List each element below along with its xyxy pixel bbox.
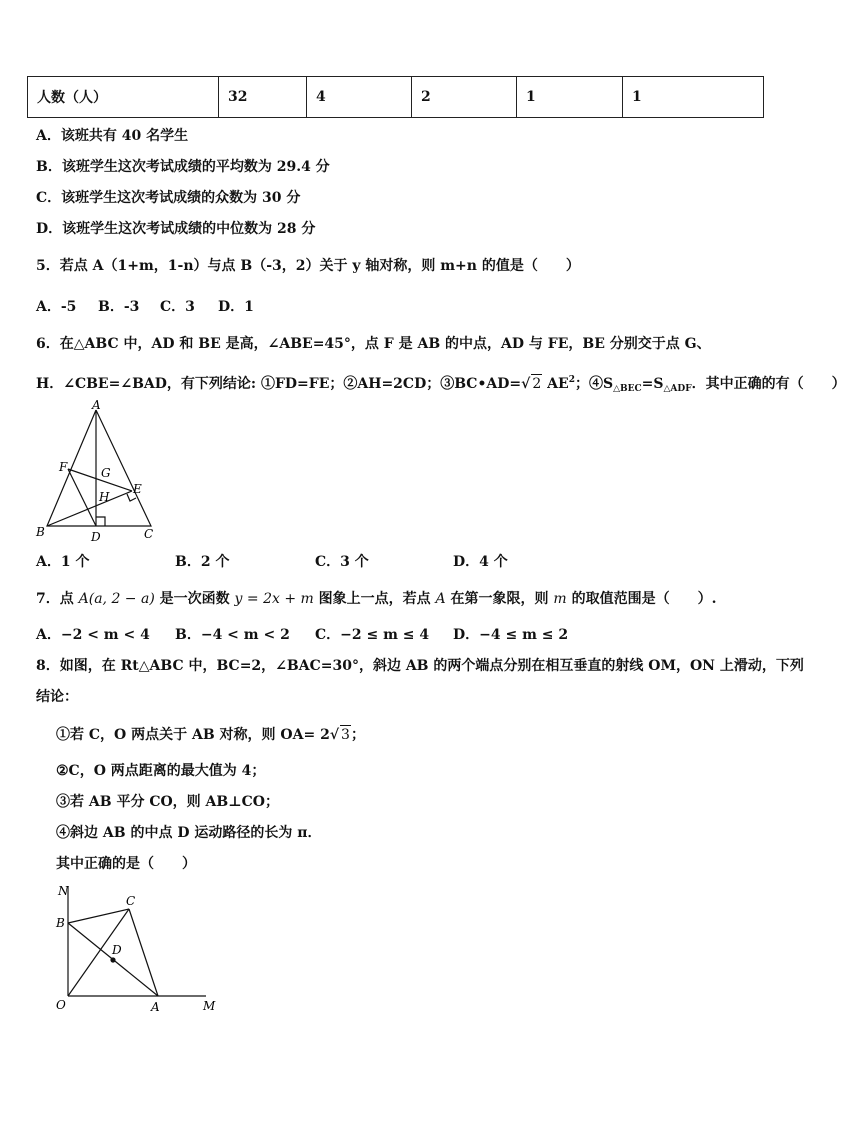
table-cell: 1 [517, 77, 623, 118]
q6-text-d: =S [641, 376, 664, 392]
q4-option-b: B．该班学生这次考试成绩的平均数为 29.4 分 [36, 159, 330, 175]
q7-text-3: 图象上一点，若点 [313, 591, 436, 607]
q5-stem: 5．若点 A（1+m，1-n）与点 B（-3，2）关于 y 轴对称，则 m+n 的值是（ ） [36, 258, 580, 274]
q6-line1: 6．在△ABC 中，AD 和 BE 是高，∠ABE=45°，点 F 是 AB 的中点，AD 与 FE，BE 分别交于点 G、 [36, 336, 711, 352]
q7-options [36, 626, 568, 644]
q5-option-a: A．-5 [36, 299, 77, 315]
label-c: C [144, 527, 154, 541]
label-a: A [151, 1000, 160, 1014]
q7-text-4: 在第一象限，则 [445, 591, 554, 607]
table-cell: 2 [412, 77, 517, 118]
q8-c1-sqrt-value: 3 [341, 727, 350, 743]
table-cell: 4 [307, 77, 412, 118]
q7-option-a: A．−2 < m < 4 [36, 627, 150, 643]
q4-option-a: A．该班共有 40 名学生 [36, 128, 189, 144]
q7-point: A(a, 2 − a) [78, 591, 155, 607]
table-cell: 32 [219, 77, 307, 118]
midpoint-d [110, 957, 115, 962]
q7-var-m: m [553, 591, 567, 607]
triangle-figure [30, 395, 165, 545]
label-n: N [58, 884, 69, 898]
label-h: H [99, 490, 110, 504]
q6-text-e: ．其中正确的有（ ） [691, 376, 846, 392]
q8-conclusion-2: ②C，O 两点距离的最大值为 4； [56, 763, 266, 779]
q7-text-1: 7．点 [36, 591, 79, 607]
sqrt-symbol: √ [521, 376, 531, 392]
q5-option-c: C．3 [160, 299, 195, 315]
q6-text-c: ；④S [574, 376, 614, 392]
q6-options [36, 553, 508, 571]
q8-conclusion-4: ④斜边 AB 的中点 D 运动路径的长为 π． [56, 825, 322, 841]
axes-figure [48, 880, 228, 1020]
q8-line1: 8．如图，在 Rt△ABC 中，BC=2，∠BAC=30°，斜边 AB 的两个端点分别在相互垂直的射线 OM，ON 上滑动，下列 [36, 658, 804, 674]
q7-option-b: B．−4 < m < 2 [175, 627, 290, 643]
label-f: F [59, 460, 68, 474]
label-c: C [126, 894, 136, 908]
q8-line2: 结论： [36, 689, 78, 705]
q7-stem [36, 590, 716, 608]
q6-option-c: C．3 个 [315, 554, 369, 570]
q5-options [36, 298, 254, 316]
q6-subscript-1: △BEC [613, 384, 642, 394]
q7-point-a: A [435, 591, 446, 607]
label-d: D [91, 530, 101, 544]
q6-superscript: 2 [568, 375, 575, 385]
q6-option-b: B．2 个 [175, 554, 230, 570]
label-b: B [56, 916, 65, 930]
q8-c1-text: ①若 C，O 两点关于 AB 对称，则 OA= 2 [56, 727, 330, 743]
table-cell: 1 [623, 77, 764, 118]
table-header-cell: 人数（人） [28, 77, 219, 118]
q8-conclusion-1 [56, 725, 365, 744]
q6-text-b: AE [542, 376, 569, 392]
q7-text-5: 的取值范围是（ ）. [566, 591, 717, 607]
q5-option-d: D．1 [218, 299, 254, 315]
label-d: D [112, 943, 122, 957]
q7-option-c: C．−2 ≤ m ≤ 4 [315, 627, 430, 643]
q8-question: 其中正确的是（ ） [56, 856, 196, 872]
q6-subscript-2: △ADF [663, 384, 692, 394]
q7-option-d: D．−4 ≤ m ≤ 2 [453, 627, 569, 643]
q8-conclusion-3: ③若 AB 平分 CO，则 AB⊥CO； [56, 794, 280, 810]
q4-option-c: C．该班学生这次考试成绩的众数为 30 分 [36, 190, 301, 206]
label-b: B [36, 525, 45, 539]
sqrt-symbol: √ [329, 727, 340, 743]
q4-option-d: D．该班学生这次考试成绩的中位数为 28 分 [36, 221, 316, 237]
label-g: G [101, 466, 111, 480]
q6-option-d: D．4 个 [453, 554, 508, 570]
q6-sqrt-value: 2 [532, 376, 542, 392]
label-e: E [133, 482, 142, 496]
table-row [28, 77, 764, 118]
q6-text-a: H．∠CBE=∠BAD，有下列结论: ①FD=FE；②AH=2CD；③BC•AD= [36, 376, 522, 392]
q7-function: y = 2x + m [234, 591, 314, 607]
label-a: A [92, 398, 101, 412]
q6-line2 [36, 371, 846, 398]
q5-option-b: B．-3 [98, 299, 140, 315]
label-m: M [203, 999, 216, 1013]
score-table [27, 76, 764, 118]
q7-text-2: 是一次函数 [154, 591, 235, 607]
q6-option-a: A．1 个 [36, 554, 90, 570]
q8-c1-end: ； [350, 727, 365, 743]
label-o: O [56, 998, 66, 1012]
